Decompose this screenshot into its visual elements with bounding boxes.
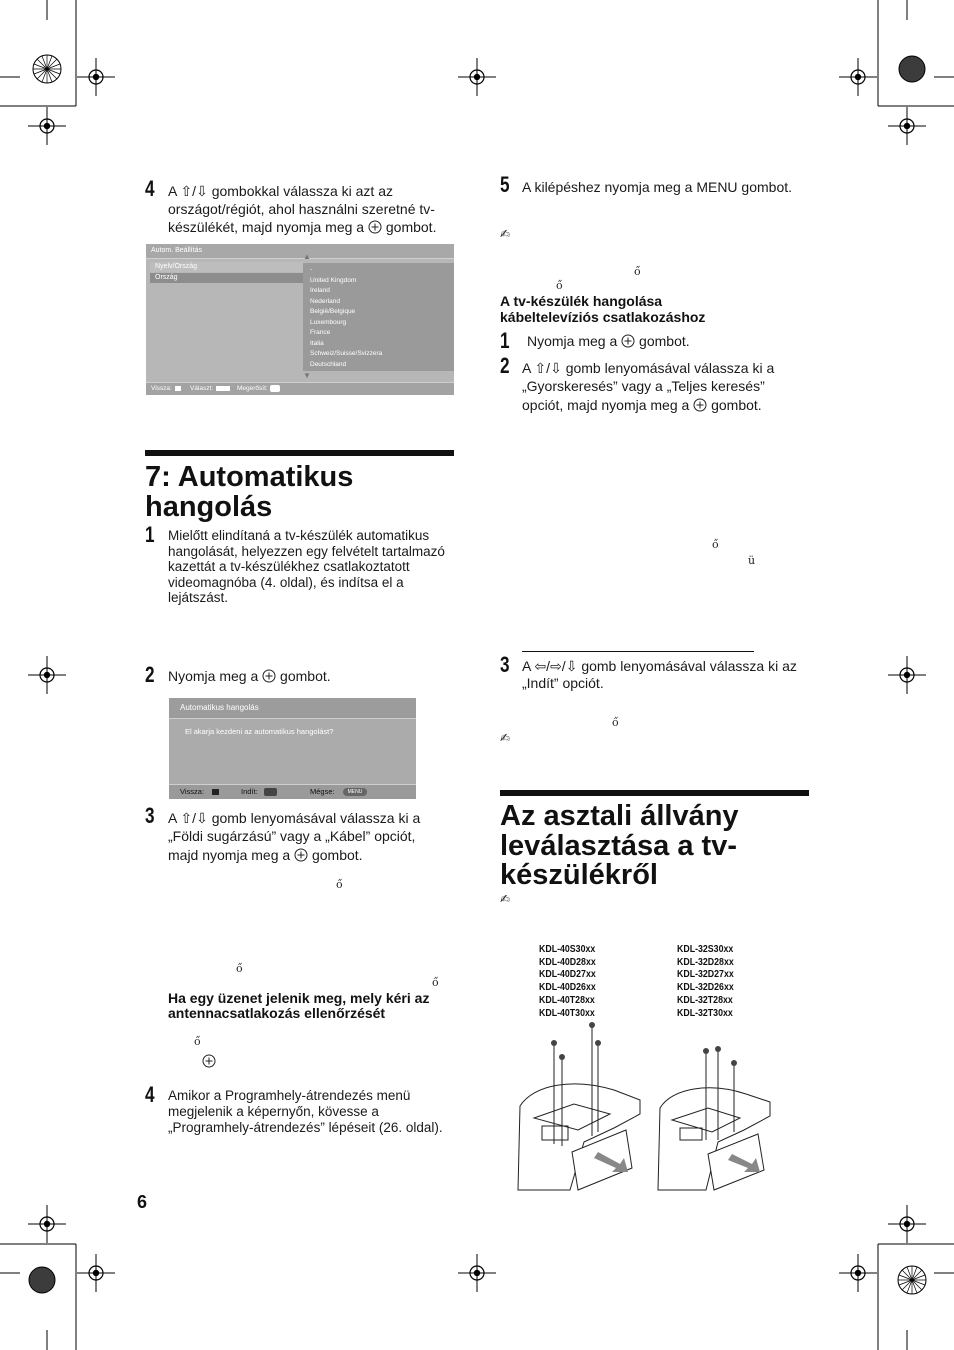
- model-name: KDL-40S30xx: [539, 944, 596, 955]
- menu-key-icon: MENU: [343, 788, 367, 796]
- updown-key-icon: [216, 386, 230, 391]
- step-line: lejátszást.: [168, 590, 229, 605]
- section-rule: [500, 790, 809, 796]
- section-title: leválasztása a tv-: [500, 830, 737, 862]
- step-line: kazettát a tv-készülékhez csatlakoztatott: [168, 559, 410, 574]
- divider-line: [522, 651, 754, 652]
- enter-button-icon: [294, 848, 308, 862]
- model-name: KDL-40T28xx: [539, 994, 595, 1006]
- step-text: [527, 332, 690, 351]
- step-text: [168, 218, 436, 237]
- model-name: KDL-32D26xx: [677, 982, 734, 994]
- country-item: -: [310, 266, 313, 273]
- osd-menu-item-selected: Ország: [150, 273, 305, 283]
- step-text-post: gombot.: [280, 668, 331, 684]
- osd-footer-back: Vissza:: [151, 385, 172, 392]
- stray-glyph: ü: [748, 554, 756, 567]
- step-paragraph: [168, 528, 445, 606]
- step-line: „Programhely-átrendezés” lépéseit (26. oldal).: [168, 1120, 443, 1135]
- stray-glyph: ő: [336, 878, 343, 891]
- model-name: KDL-32T30xx: [677, 1007, 733, 1019]
- step-text: [522, 396, 762, 415]
- step-line: Mielőtt elindítaná a tv-készülék automatikus: [168, 528, 430, 543]
- step-number: 1: [500, 328, 510, 353]
- step-line: hangolását, helyezzen egy felvételt tartalmazó: [168, 543, 445, 559]
- enter-button-icon: [621, 334, 635, 348]
- step-text-pre: opciót, majd nyomja meg a: [522, 397, 690, 413]
- step-text-post: gombot.: [385, 219, 437, 235]
- country-item: France: [310, 329, 331, 336]
- section-title: készülékről: [500, 859, 658, 891]
- osd-footer-start: Indít:: [241, 787, 258, 796]
- back-key-icon: [212, 789, 219, 795]
- step-text: A ⇧/⇩ gomb lenyomásával válassza ki a: [168, 810, 421, 826]
- model-name: KDL-40D26xx: [539, 982, 596, 994]
- osd-footer-back: Vissza:: [180, 787, 205, 796]
- note-pencil-icon: ✍: [500, 731, 511, 745]
- step-text: „Gyorskeresés” vagy a „Teljes keresés”: [522, 378, 765, 394]
- osd-question: El akarja kezdeni az automatikus hangolást?: [185, 727, 334, 736]
- model-name: KDL-32S30xx: [677, 944, 734, 955]
- step-line: megjelenik a képernyőn, kövesse a: [168, 1104, 379, 1119]
- tv-menu-screenshot-autotune: [169, 698, 416, 799]
- country-list-items: [310, 265, 382, 370]
- country-item: Deutschland: [310, 360, 347, 368]
- back-key-icon: [175, 386, 181, 391]
- stray-glyph: ő: [634, 265, 641, 278]
- step-text-post: gombot.: [311, 847, 363, 863]
- step-text: országot/régiót, ahol használni szeretné tv-: [168, 201, 435, 217]
- step-number: 5: [500, 172, 510, 197]
- osd-menu-item: Nyelv/Ország: [150, 262, 305, 272]
- subheading: kábeltelevíziós csatlakozáshoz: [500, 309, 706, 325]
- enter-key-icon: [270, 385, 280, 392]
- country-item: Ireland: [310, 287, 330, 294]
- stray-glyph: ő: [712, 538, 719, 551]
- note-pencil-icon: ✍: [500, 227, 511, 241]
- step-number: 2: [145, 662, 155, 687]
- section-title: Az asztali állvány: [500, 800, 739, 832]
- note-pencil-icon: ✍: [500, 892, 511, 906]
- step-text-post: gombot.: [639, 333, 690, 349]
- step-number: 1: [145, 522, 155, 547]
- tv-menu-screenshot-country: [146, 244, 454, 395]
- step-text-post: gombot.: [711, 397, 762, 413]
- model-name: KDL-32D28xx: [677, 956, 734, 968]
- step-number: 3: [145, 803, 155, 828]
- subheading: Ha egy üzenet jelenik meg, mely kéri az: [168, 990, 430, 1006]
- step-text: [168, 846, 363, 865]
- step-number: 2: [500, 353, 510, 378]
- step-number: 4: [145, 1082, 155, 1107]
- model-name: KDL-40D28xx: [539, 956, 596, 968]
- stand-removal-illustration-32: [654, 1032, 784, 1194]
- section-title: hangolás: [145, 491, 273, 523]
- step-text-pre: Nyomja meg a: [527, 333, 618, 349]
- step-text-pre: Nyomja meg a: [168, 668, 259, 684]
- osd-footer-cancel: Mégse:: [310, 787, 335, 796]
- stray-glyph: ő: [556, 279, 563, 292]
- page-number: 6: [137, 1192, 148, 1212]
- step-text: „Indít” opciót.: [522, 675, 604, 691]
- step-paragraph: [168, 1088, 443, 1136]
- scroll-down-arrow-icon: ▼: [303, 371, 311, 380]
- country-item: United Kingdom: [310, 276, 357, 284]
- subheading: antennacsatlakozás ellenőrzését: [168, 1005, 386, 1021]
- model-list-40: [539, 944, 596, 1020]
- model-name: KDL-32D27xx: [677, 969, 734, 981]
- model-name: KDL-40T30xx: [539, 1007, 595, 1019]
- enter-button-icon: [368, 220, 382, 234]
- enter-button-icon: [262, 669, 276, 683]
- country-item: Luxembourg: [310, 318, 347, 326]
- section-rule: [145, 450, 454, 456]
- osd-title: Automatikus hangolás: [169, 698, 416, 719]
- country-item: Schweiz/Suisse/Svizzera: [310, 350, 383, 357]
- model-name: KDL-32T28xx: [677, 994, 733, 1006]
- step-text: A ⇦/⇨/⇩ gomb lenyomásával válassza ki az: [522, 658, 797, 674]
- stray-glyph: ő: [612, 716, 619, 729]
- model-list-32: [677, 944, 734, 1020]
- osd-title: Autom. Beállítás: [146, 244, 454, 259]
- stray-glyph: ő: [236, 962, 243, 975]
- step-text: A kilépéshez nyomja meg a MENU gombot.: [522, 179, 793, 195]
- scroll-up-arrow-icon: ▲: [303, 252, 311, 261]
- country-item: Nederland: [310, 297, 340, 305]
- country-list: [303, 263, 454, 371]
- step-number: 3: [500, 652, 510, 677]
- step-text: A ⇧/⇩ gomb lenyomásával válassza ki a: [522, 360, 775, 376]
- osd-footer-select: Választ:: [190, 385, 214, 392]
- country-item: België/Belgique: [310, 308, 356, 315]
- step-text-pre: készülékét, majd nyomja meg a: [168, 219, 365, 235]
- enter-button-icon: [693, 398, 707, 412]
- step-text: [168, 667, 331, 686]
- step-number: 4: [145, 176, 155, 201]
- step-text: A ⇧/⇩ gombokkal válassza ki azt az: [168, 183, 393, 199]
- subheading: A tv-készülék hangolása: [500, 293, 663, 309]
- stray-glyph: ő: [432, 976, 439, 989]
- enter-key-icon: [264, 788, 277, 796]
- osd-footer-confirm: Megerősít:: [237, 385, 268, 392]
- step-text-pre: majd nyomja meg a: [168, 847, 291, 863]
- step-text: „Földi sugárzású” vagy a „Kábel” opciót,: [168, 828, 416, 844]
- stand-removal-illustration-40: [514, 1018, 654, 1194]
- osd-footer: [169, 784, 416, 799]
- stray-glyph: ő: [194, 1035, 201, 1048]
- model-name: KDL-40D27xx: [539, 969, 596, 981]
- osd-footer: [146, 382, 454, 395]
- enter-button-icon: [202, 1054, 216, 1068]
- section-title: 7: Automatikus: [145, 461, 354, 493]
- step-line: videomagnóba (4. oldal), és indítsa el a: [168, 574, 404, 590]
- step-line: Amikor a Programhely-átrendezés menü: [168, 1088, 411, 1103]
- country-item: Italia: [310, 339, 324, 347]
